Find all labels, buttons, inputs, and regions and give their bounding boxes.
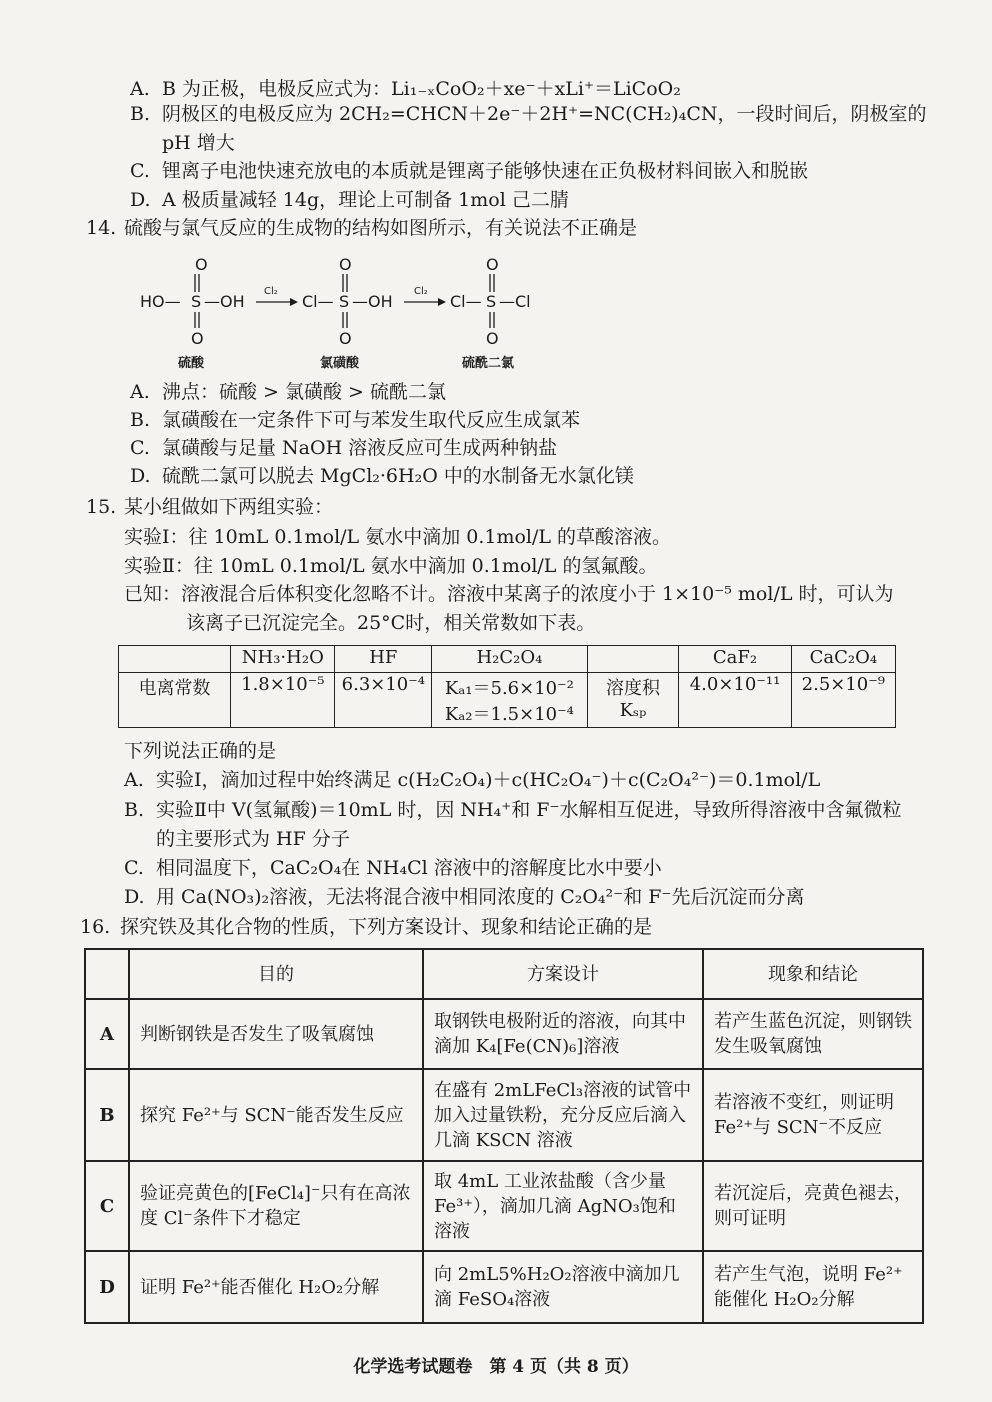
constants-table <box>118 645 896 728</box>
m1-left: HO— <box>140 292 181 311</box>
m1-o-bottom: O <box>191 329 204 348</box>
table-row <box>119 673 896 728</box>
q15-option-a: 实验Ⅰ，滴加过程中始终满足 c(H₂C₂O₄)＋c(HC₂O₄⁻)＋c(C₂O₄²⁻)＝0.1mol/L <box>156 769 821 791</box>
sulfur-structure-diagram <box>132 252 552 374</box>
table-row <box>85 1069 923 1161</box>
q14-option-a-label: A. <box>130 381 150 403</box>
m1-right: —OH <box>204 292 245 311</box>
value-ka2: Kₐ₂＝1.5×10⁻⁴ <box>444 704 574 725</box>
q15-option-a-label: A. <box>124 769 144 791</box>
arrow-2-icon <box>438 298 446 306</box>
header-purpose: 目的 <box>129 949 423 999</box>
m3-o-top: O <box>486 255 499 274</box>
m2-right: —OH <box>352 292 393 311</box>
m3-right: —Cl <box>499 292 531 311</box>
header-design: 方案设计 <box>423 949 703 999</box>
row-label-ionization: 电离常数 <box>119 673 231 728</box>
row-design: 向 2mL5%H₂O₂溶液中滴加几滴 FeSO₄溶液 <box>423 1251 703 1323</box>
q16-number: 16. <box>80 916 111 938</box>
q15-option-d-label: D. <box>124 886 145 908</box>
m1-o-top: O <box>195 255 208 274</box>
m2-o-top: O <box>339 255 352 274</box>
value-nh3: 1.8×10⁻⁵ <box>231 673 335 728</box>
q15-known-1: 已知：溶液混合后体积变化忽略不计。溶液中某离子的浓度小于 1×10⁻⁵ mol/L 时，可认为 <box>124 583 894 605</box>
row-purpose: 判断钢铁是否发生了吸氧腐蚀 <box>129 999 423 1069</box>
caption-sulfuric-acid: 硫酸 <box>178 356 205 371</box>
q15-option-b-cont: 的主要形式为 HF 分子 <box>156 828 350 850</box>
row-purpose: 证明 Fe²⁺能否催化 H₂O₂分解 <box>129 1251 423 1323</box>
value-cac2o4: 2.5×10⁻⁹ <box>791 673 895 728</box>
row-purpose: 探究 Fe²⁺与 SCN⁻能否发生反应 <box>129 1069 423 1161</box>
row-label: C <box>85 1161 129 1251</box>
header-result: 现象和结论 <box>703 949 923 999</box>
table-header-row <box>85 949 923 999</box>
q15-option-c-label: C. <box>124 857 144 879</box>
row-design: 取钢铁电极附近的溶液，向其中滴加 K₄[Fe(CN)₆]溶液 <box>423 999 703 1069</box>
q14-option-b-label: B. <box>130 409 151 431</box>
q14-option-d: 硫酰二氯可以脱去 MgCl₂·6H₂O 中的水制备无水氯化镁 <box>162 465 634 487</box>
q13-option-b: 阴极区的电极反应为 2CH₂=CHCN＋2e⁻＋2H⁺=NC(CH₂)₄CN，一段时间后，阴极室的 <box>162 103 927 125</box>
caption-chlorosulfonic-acid: 氯磺酸 <box>320 356 360 371</box>
q13-option-d-label: D. <box>130 189 151 211</box>
row-label: A <box>85 999 129 1069</box>
table-row <box>85 1161 923 1251</box>
value-ka1: Kₐ₁＝5.6×10⁻² <box>444 678 574 699</box>
experiment-table <box>84 948 924 1324</box>
header-cac2o4: CaC₂O₄ <box>791 646 895 673</box>
q15-option-d: 用 Ca(NO₃)₂溶液，无法将混合液中相同浓度的 C₂O₄²⁻和 F⁻先后沉淀而分离 <box>156 886 805 908</box>
table-row <box>85 999 923 1069</box>
caption-sulfuryl-chloride: 硫酰二氯 <box>462 356 515 371</box>
table-row <box>119 646 896 673</box>
q16-stem: 探究铁及其化合物的性质，下列方案设计、现象和结论正确的是 <box>120 916 653 938</box>
row-label: D <box>85 1251 129 1323</box>
reagent-2: Cl₂ <box>414 286 428 297</box>
value-caf2: 4.0×10⁻¹¹ <box>679 673 791 728</box>
row-design: 在盛有 2mLFeCl₃溶液的试管中加入过量铁粉，充分反应后滴入几滴 KSCN 溶液 <box>423 1069 703 1161</box>
header-caf2: CaF₂ <box>679 646 791 673</box>
m3-s: S <box>486 292 497 311</box>
q13-option-b-label: B. <box>130 103 151 125</box>
q14-option-d-label: D. <box>130 465 151 487</box>
m2-s: S <box>339 292 350 311</box>
q13-option-d: A 极质量减轻 14g，理论上可制备 1mol 己二腈 <box>162 189 569 211</box>
m1-s: S <box>191 292 202 311</box>
header-h2c2o4: H₂C₂O₄ <box>432 646 587 673</box>
q15-option-b-label: B. <box>124 799 145 821</box>
q15-stem: 某小组做如下两组实验： <box>124 496 334 518</box>
table-row <box>85 1251 923 1323</box>
row-label: B <box>85 1069 129 1161</box>
q15-experiment-2: 实验Ⅱ：往 10mL 0.1mol/L 氨水中滴加 0.1mol/L 的氢氟酸。 <box>124 555 658 577</box>
m3-left: Cl— <box>450 292 482 311</box>
q13-option-b-cont: pH 增大 <box>162 132 235 154</box>
row-result: 若产生气泡，说明 Fe²⁺能催化 H₂O₂分解 <box>703 1251 923 1323</box>
row-purpose: 验证亮黄色的[FeCl₄]⁻只有在高浓度 Cl⁻条件下才稳定 <box>129 1161 423 1251</box>
q15-option-b: 实验Ⅱ中 V(氢氟酸)＝10mL 时，因 NH₄⁺和 F⁻水解相互促进，导致所得溶液中含氟微粒 <box>156 799 902 821</box>
m2-o-bottom: O <box>339 329 352 348</box>
q15-experiment-1: 实验Ⅰ：往 10mL 0.1mol/L 氨水中滴加 0.1mol/L 的草酸溶液。 <box>124 526 672 548</box>
arrow-1-icon <box>290 298 298 306</box>
reagent-1: Cl₂ <box>264 286 278 297</box>
q14-option-a: 沸点：硫酸 > 氯磺酸 > 硫酰二氯 <box>162 381 446 403</box>
q13-option-a-label: A. <box>130 78 150 100</box>
q15-option-c: 相同温度下，CaC₂O₄在 NH₄Cl 溶液中的溶解度比水中要小 <box>156 857 662 879</box>
row-result: 若溶液不变红，则证明Fe²⁺与 SCN⁻不反应 <box>703 1069 923 1161</box>
q14-option-c: 氯磺酸与足量 NaOH 溶液反应可生成两种钠盐 <box>162 437 558 459</box>
page-footer: 化学选考试题卷 第 4 页（共 8 页） <box>353 1357 639 1377</box>
q15-known-2: 该离子已沉淀完全。25°C时，相关常数如下表。 <box>186 612 596 634</box>
m2-left: Cl— <box>302 292 334 311</box>
m3-o-bottom: O <box>486 329 499 348</box>
q14-stem: 硫酸与氯气反应的生成物的结构如图所示，有关说法不正确是 <box>124 217 638 239</box>
header-nh3: NH₃·H₂O <box>231 646 335 673</box>
value-hf: 6.3×10⁻⁴ <box>335 673 432 728</box>
q13-option-a: B 为正极，电极反应式为：Li₁₋ₓCoO₂＋xe⁻＋xLi⁺＝LiCoO₂ <box>162 78 681 100</box>
q13-option-c-label: C. <box>130 160 150 182</box>
q13-option-c: 锂离子电池快速充放电的本质就是锂离子能够快速在正负极材料间嵌入和脱嵌 <box>162 160 809 182</box>
row-result: 若产生蓝色沉淀，则钢铁发生吸氧腐蚀 <box>703 999 923 1069</box>
row-result: 若沉淀后，亮黄色褪去，则可证明 <box>703 1161 923 1251</box>
ksp-label: 溶度积 <box>605 678 660 699</box>
q15-question: 下列说法正确的是 <box>124 740 277 762</box>
q15-number: 15. <box>86 496 117 518</box>
ksp-symbol: Kₛₚ <box>619 700 647 721</box>
row-design: 取 4mL 工业浓盐酸（含少量Fe³⁺），滴加几滴 AgNO₃饱和溶液 <box>423 1161 703 1251</box>
q14-option-c-label: C. <box>130 437 150 459</box>
q14-option-b: 氯磺酸在一定条件下可与苯发生取代反应生成氯苯 <box>162 409 581 431</box>
header-hf: HF <box>335 646 432 673</box>
q14-number: 14. <box>86 217 117 239</box>
